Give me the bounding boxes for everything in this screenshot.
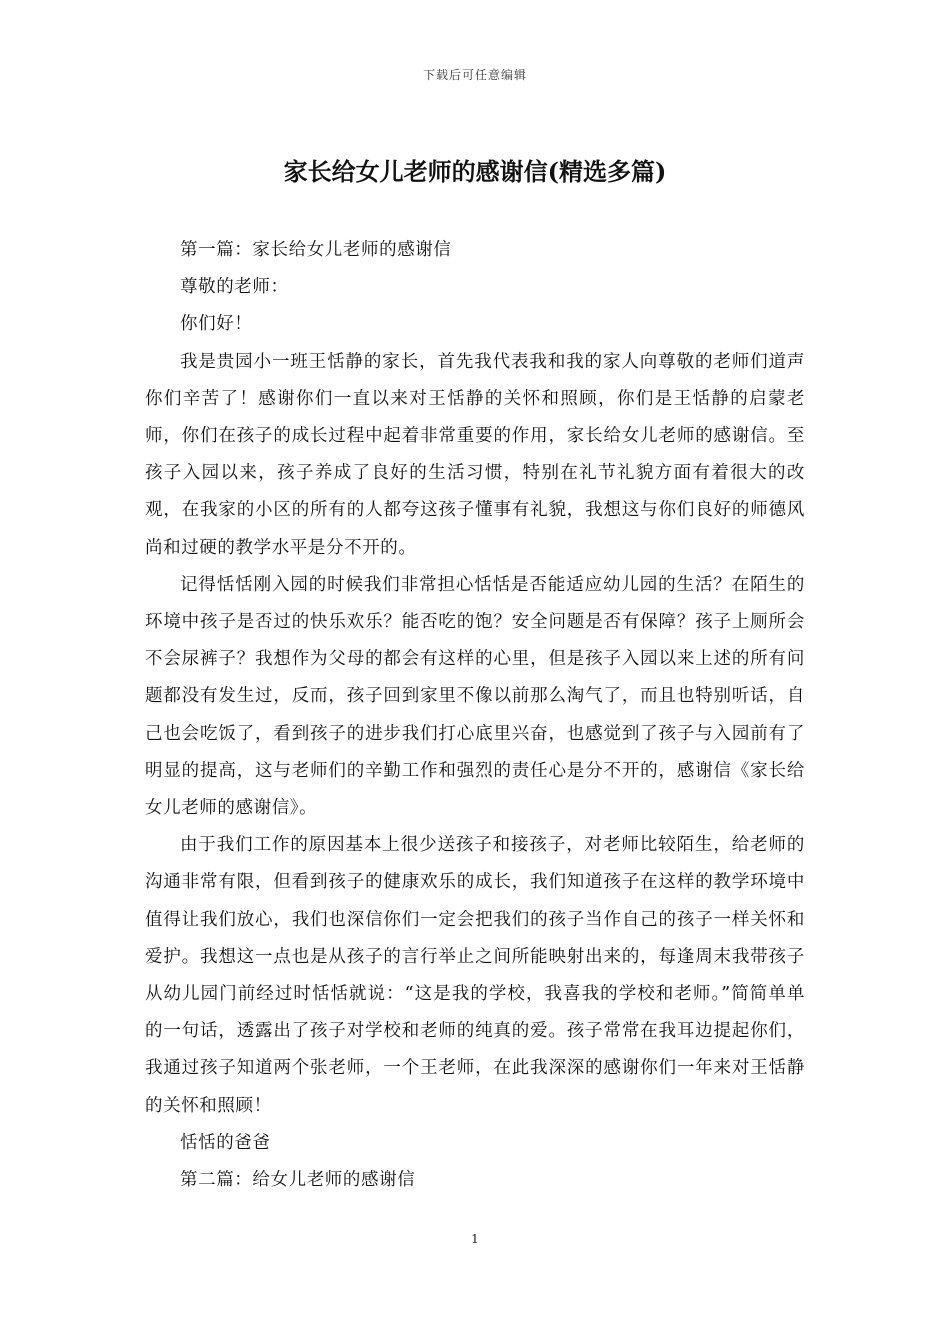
section-heading-2: 第二篇：给女儿老师的感谢信 [180,1170,416,1191]
section-heading-1: 第一篇：家长给女儿老师的感谢信 [180,240,452,260]
body-paragraph: 我是贵园小一班王恬静的家长，首先我代表我和我的家人向尊敬的老师们道声你们辛苦了！感谢你们一直以来对王恬静的关怀和照顾，你们是王恬静的启蒙老师，你们在孩子的成长过程中起着非常重要的作用，家长给女儿老师的感谢信。至孩子入园以来，孩子养成了良好的生活习惯，特别在礼节礼貌方面有着很大的改观，在我家的小区的所有的人都夸这孩子懂事有礼貌，我想这与你们良好的师德风尚和过硬的教学水平是分不开的。 [145,351,805,558]
signature: 恬恬的爸爸 [180,1132,271,1153]
page-number: 1 [471,1232,479,1246]
header-note: 下载后可任意编辑 [422,68,527,82]
salutation: 尊敬的老师： [180,277,289,298]
document-title: 家长给女儿老师的感谢信(精选多篇) [283,157,667,186]
greeting: 你们好！ [180,314,253,335]
body-paragraph: 记得恬恬刚入园的时候我们非常担心恬恬是否能适应幼儿园的生活？在陌生的环境中孩子是否过的快乐欢乐？能否吃的饱？安全问题是否有保障？孩子上厕所会不会尿裤子？我想作为父母的都会有这样的心里，但是孩子入园以来上述的所有问题都没有发生过，反而，孩子回到家里不像以前那么淘气了，而且也特别听话，自己也会吃饭了，看到孩子的进步我们打心底里兴奋，也感觉到了孩子与入园前有了明显的提高，这与老师们的辛勤工作和强烈的责任心是分不开的，感谢信《家长给女儿老师的感谢信》。 [145,574,805,819]
body-paragraph: 由于我们工作的原因基本上很少送孩子和接孩子，对老师比较陌生，给老师的沟通非常有限，但看到孩子的健康欢乐的成长，我们知道孩子在这样的教学环境中值得让我们放心，我们也深信你们一定会把我们的孩子当作自己的孩子一样关怀和爱护。我想这一点也是从孩子的言行举止之间所能映射出来的，每逢周末我带孩子从幼儿园门前经过时恬恬就说：“这是我的学校，我喜我的学校和老师。”简简单单的一句话，透露出了孩子对学校和老师的纯真的爱。孩子常常在我耳边提起你们，我通过孩子知道两个张老师，一个王老师，在此我深深的感谢你们一年来对王恬静的关怀和照顾！ [145,835,805,1116]
document-body [145,232,805,1199]
